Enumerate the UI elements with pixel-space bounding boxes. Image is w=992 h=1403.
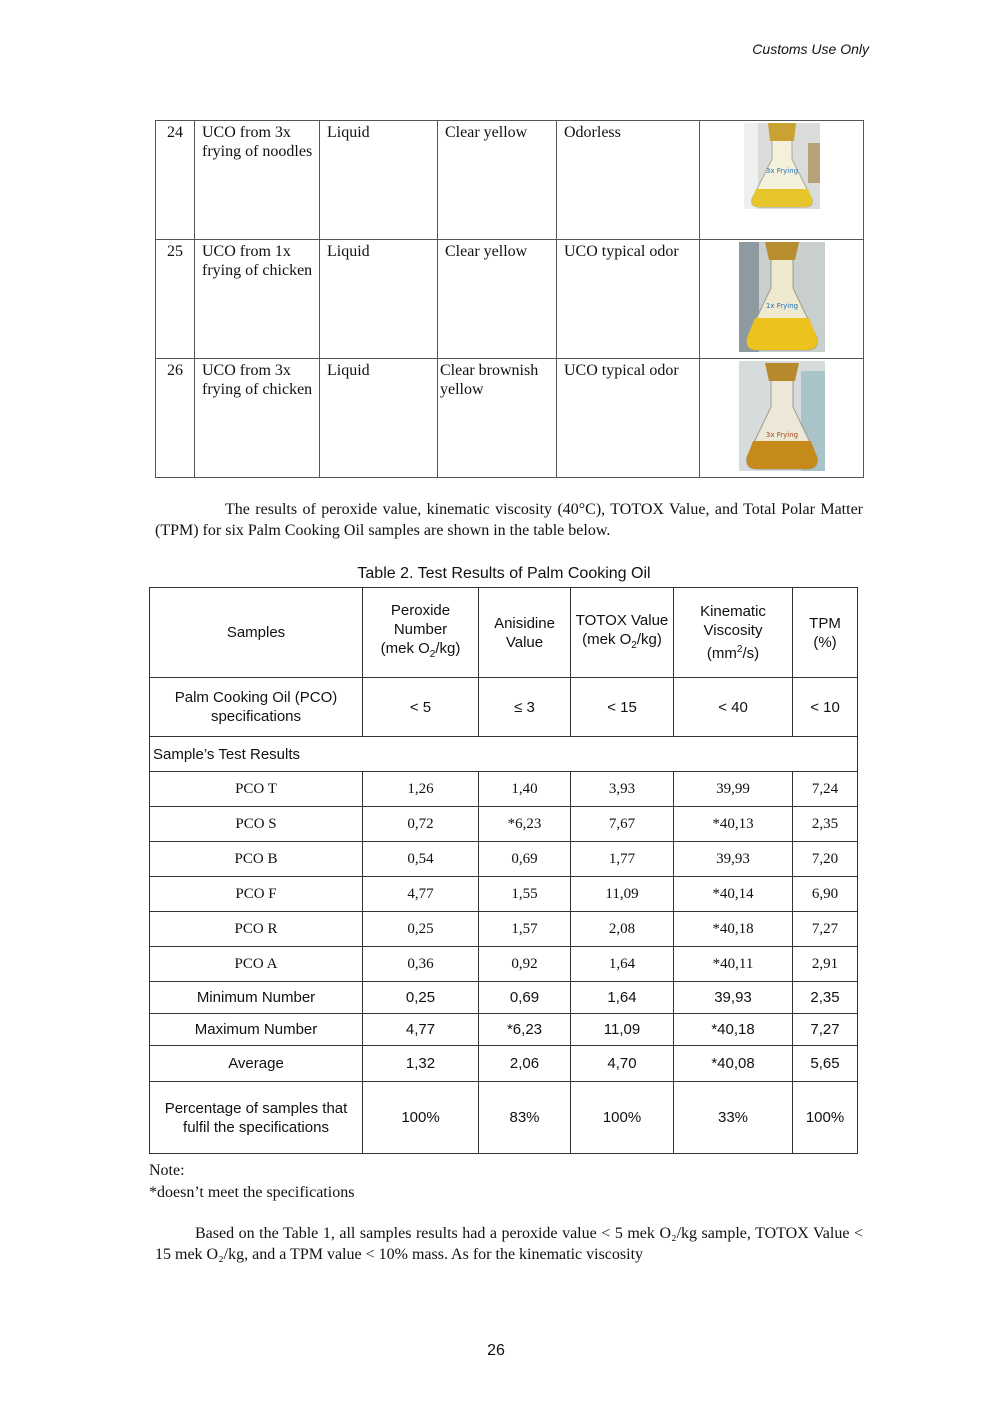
sample-odor: UCO typical odor [557, 359, 700, 478]
sample-description-table [155, 120, 864, 478]
cell-value: 2,91 [793, 947, 858, 982]
sample-name: PCO B [150, 842, 363, 877]
cell-value: 1,77 [571, 842, 674, 877]
sample-color: Clear yellow [438, 121, 557, 240]
summary-row-average [150, 1046, 858, 1082]
spec-value: < 10 [793, 678, 858, 737]
header-note: Customs Use Only [752, 41, 869, 57]
cell-value: 0,36 [363, 947, 479, 982]
cell-value: 4,77 [363, 1014, 479, 1046]
flask-photo [700, 240, 864, 359]
table-row [156, 121, 864, 240]
sample-odor: UCO typical odor [557, 240, 700, 359]
table-row [150, 877, 858, 912]
cell-value: *40,11 [674, 947, 793, 982]
sample-name: UCO from 3x frying of noodles [195, 121, 320, 240]
sample-name: PCO R [150, 912, 363, 947]
cell-value: 6,90 [793, 877, 858, 912]
cell-value: 0,69 [479, 842, 571, 877]
cell-value: *40,18 [674, 1014, 793, 1046]
header-anisidine: Anisidine Value [479, 588, 571, 678]
percentage-row [150, 1082, 858, 1154]
cell-value: *6,23 [479, 1014, 571, 1046]
cell-value: 0,69 [479, 982, 571, 1014]
cell-value: *6,23 [479, 807, 571, 842]
cell-value: 39,99 [674, 772, 793, 807]
page-number: 26 [487, 1342, 505, 1359]
table-row [150, 947, 858, 982]
note-label: Note: [149, 1162, 185, 1179]
cell-value: 0,54 [363, 842, 479, 877]
table-header-row [150, 588, 858, 678]
cell-value: 1,64 [571, 982, 674, 1014]
sample-name: PCO A [150, 947, 363, 982]
cell-value: 5,65 [793, 1046, 858, 1082]
table2-title: Table 2. Test Results of Palm Cooking Oil [357, 565, 651, 582]
summary-row-maximum [150, 1014, 858, 1046]
cell-value: 0,92 [479, 947, 571, 982]
sample-name: PCO S [150, 807, 363, 842]
cell-value: 39,93 [674, 842, 793, 877]
test-results-table [149, 587, 858, 1154]
summary-label: Average [150, 1046, 363, 1082]
cell-value: 11,09 [571, 877, 674, 912]
cell-value: 1,40 [479, 772, 571, 807]
row-number: 26 [156, 359, 195, 478]
sample-form: Liquid [320, 240, 438, 359]
sample-name: UCO from 1x frying of chicken [195, 240, 320, 359]
row-number: 25 [156, 240, 195, 359]
table-row [156, 240, 864, 359]
sample-name: PCO T [150, 772, 363, 807]
svg-text:3x Frying: 3x Frying [765, 167, 798, 175]
cell-value: 0,25 [363, 912, 479, 947]
header-kinematic-viscosity: Kinematic Viscosity $(mm^2/s)$ [674, 588, 793, 678]
sample-form: Liquid [320, 121, 438, 240]
svg-text:1x Frying: 1x Frying [765, 302, 798, 310]
results-intro-paragraph: The results of peroxide value, kinematic viscosity (40°C), TOTOX Value, and Total Polar Matter (TPM) for six Palm Cooking Oil samples are shown in the table below. [155, 501, 863, 539]
table-row [150, 807, 858, 842]
header-peroxide: Peroxide Number (mek $O_2/kg$) [363, 588, 479, 678]
sample-color: Clear brownish yellow [438, 359, 557, 478]
spec-value: < 40 [674, 678, 793, 737]
cell-value: 100% [363, 1082, 479, 1154]
cell-value: 7,67 [571, 807, 674, 842]
flask-image [744, 123, 820, 209]
cell-value: 39,93 [674, 982, 793, 1014]
cell-value: 1,57 [479, 912, 571, 947]
cell-value: 3,93 [571, 772, 674, 807]
flask-photo [700, 121, 864, 240]
cell-value: 1,26 [363, 772, 479, 807]
cell-value: 1,32 [363, 1046, 479, 1082]
cell-value: *40,13 [674, 807, 793, 842]
sample-name: PCO F [150, 877, 363, 912]
table-note [149, 1160, 354, 1204]
cell-value: 11,09 [571, 1014, 674, 1046]
summary-label: Maximum Number [150, 1014, 363, 1046]
group-label: Sample’s Test Results [150, 737, 858, 772]
cell-value: 2,35 [793, 982, 858, 1014]
cell-value: 100% [793, 1082, 858, 1154]
row-number: 24 [156, 121, 195, 240]
cell-value: 2,08 [571, 912, 674, 947]
summary-label: Minimum Number [150, 982, 363, 1014]
cell-value: 0,72 [363, 807, 479, 842]
cell-value: 1,55 [479, 877, 571, 912]
sample-form: Liquid [320, 359, 438, 478]
cell-value: *40,08 [674, 1046, 793, 1082]
cell-value: 100% [571, 1082, 674, 1154]
sample-odor: Odorless [557, 121, 700, 240]
cell-value: 4,77 [363, 877, 479, 912]
table-row [150, 842, 858, 877]
table-row [150, 912, 858, 947]
cell-value: 7,24 [793, 772, 858, 807]
discussion-paragraph: Based on the Table 1, all samples results had a peroxide value < 5 mek O₂/kg sample, TOTOX Value < 15 mek O₂/kg, and a TPM value < 10% mass. As for the kinematic viscosity [155, 1225, 863, 1263]
spec-value: ≤ 3 [479, 678, 571, 737]
cell-value: 83% [479, 1082, 571, 1154]
cell-value: 33% [674, 1082, 793, 1154]
header-samples: Samples [150, 588, 363, 678]
percentage-label: Percentage of samples that fulfil the specifications [150, 1082, 363, 1154]
sample-color: Clear yellow [438, 240, 557, 359]
flask-photo [700, 359, 864, 478]
cell-value: 2,06 [479, 1046, 571, 1082]
table-row [150, 772, 858, 807]
svg-text:3x Frying: 3x Frying [765, 431, 798, 439]
cell-value: 7,27 [793, 1014, 858, 1046]
cell-value: 7,20 [793, 842, 858, 877]
cell-value: 4,70 [571, 1046, 674, 1082]
spec-value: < 5 [363, 678, 479, 737]
cell-value: 0,25 [363, 982, 479, 1014]
spec-label: Palm Cooking Oil (PCO) specifications [150, 678, 363, 737]
note-text: *doesn’t meet the specifications [149, 1184, 355, 1201]
header-totox: TOTOX Value (mek $O_2/kg$) [571, 588, 674, 678]
cell-value: 2,35 [793, 807, 858, 842]
cell-value: *40,18 [674, 912, 793, 947]
cell-value: 7,27 [793, 912, 858, 947]
cell-value: *40,14 [674, 877, 793, 912]
flask-image [739, 361, 825, 471]
header-tpm: TPM (%) [793, 588, 858, 678]
cell-value: 1,64 [571, 947, 674, 982]
group-row [150, 737, 858, 772]
summary-row-minimum [150, 982, 858, 1014]
spec-value: < 15 [571, 678, 674, 737]
flask-image [739, 242, 825, 352]
spec-row [150, 678, 858, 737]
sample-name: UCO from 3x frying of chicken [195, 359, 320, 478]
table-row [156, 359, 864, 478]
